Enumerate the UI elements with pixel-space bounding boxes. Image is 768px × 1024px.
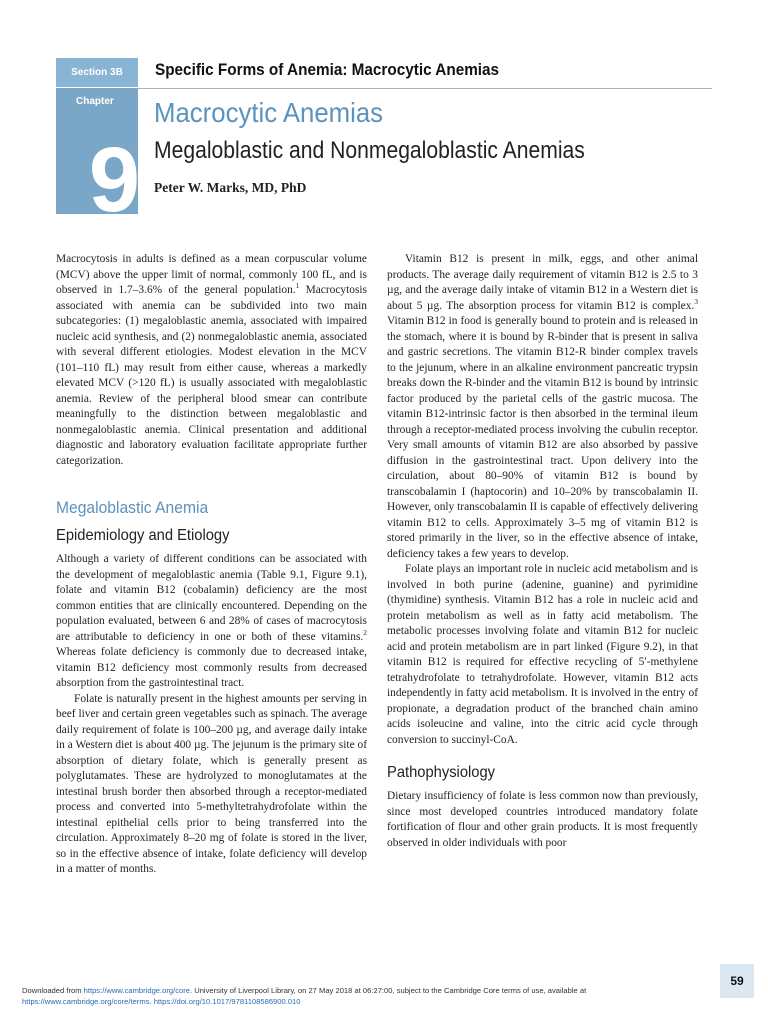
epidemiology-paragraph: Although a variety of different conditions can be associated with the development of megaloblastic anemia (Table 9.1, Figure 9.1), folate and vitamin B12 (cobalamin) deficiency are the most common entities that are clinically encountered. Depending on the population evaluated, between 6 and 28% of cases of macrocytosis are attributable to deficiency in one or both of these vitamins.$^2$ Whereas folate deficiency is commonly due to decreased intake, vitamin B12 deficiency most commonly results from decreased absorption from the gastrointestinal tract. xyxy=(56,553,367,689)
left-column xyxy=(56,252,367,878)
citation[interactable]: 2 xyxy=(363,627,367,637)
download-notice: Downloaded from https://www.cambridge.org/core. University of Liverpool Library, on 27 May 2018 at 06:27:00, subject to the Cambridge Core terms of use, available at https://www.cambridge.org/core/terms. https://doi.org/10.1017/9781108586900.010 xyxy=(22,986,587,1006)
section-divider xyxy=(56,88,712,89)
citation[interactable]: 3 xyxy=(694,296,698,306)
section-title: Specific Forms of Anemia: Macrocytic Anemias xyxy=(155,60,500,79)
right-column xyxy=(387,252,698,851)
chapter-title: Macrocytic Anemias xyxy=(154,97,384,128)
chapter-subtitle: Megaloblastic and Nonmegaloblastic Anemias xyxy=(154,137,585,164)
chapter-badge xyxy=(56,88,140,231)
chapter-number: 9 xyxy=(88,129,140,231)
heading-megaloblastic-anemia: Megaloblastic Anemia xyxy=(56,498,209,517)
cambridge-core-link[interactable]: https://www.cambridge.org/core xyxy=(83,986,190,995)
folate-paragraph: Folate is naturally present in the highest amounts per serving in beef liver and certain green vegetables such as spinach. The average daily requirement of folate is 100–200 µg, and average daily intake in a Western diet is about 400 µg. The jejunum is the primary site of absorption of dietary folate, which is generally present as polyglutamates. These are hydrolyzed to monoglutamates at the intestinal brush border then absorbed through a receptor-mediated process and converted into 5-methyltetrahydrofolate within the intestinal epithelial cells prior to being transferred into the circulation. Approximately 8–20 mg of folate is stored in the liver, so in the effective absence of intake, folate deficiency will develop in a matter of months. xyxy=(56,692,367,875)
heading-pathophysiology: Pathophysiology xyxy=(387,764,496,781)
author: Peter W. Marks, MD, PhD xyxy=(154,180,307,195)
citation[interactable]: 1 xyxy=(295,281,300,291)
page-number: 59 xyxy=(720,964,754,998)
pathophysiology-paragraph: Dietary insufficiency of folate is less common now than previously, since most developed countries introduced mandatory folate fortification of flour and other grain products. It is most frequently observed in older individuals with poor xyxy=(387,790,698,849)
heading-epidemiology: Epidemiology and Etiology xyxy=(56,527,230,544)
chapter-label: Chapter xyxy=(76,96,114,107)
section-label: Section 3B xyxy=(56,58,138,87)
vitamin-b12-paragraph: Vitamin B12 is present in milk, eggs, and other animal products. The average daily requirement of vitamin B12 is 2.5 to 3 µg, and the average daily intake of vitamin B12 in a Western diet is about 5 µg. The absorption process for vitamin B12 is complex.$^3$ Vitamin B12 in food is generally bound to protein and is released in the stomach, where it is bound by R-binder that is present in saliva and gastric secretions. The vitamin B12-R binder complex travels to the jejunum, where in an alkaline environment pancreatic trypsin breaks down the R-binder and the vitamin B12 is bound by intrinsic factor produced by the parietal cells of the gastric mucosa. The vitamin B12-intrinsic factor is then absorbed in the terminal ileum through a receptor-mediated process involving the cubulin receptor. Very small amounts of vitamin B12 are also absorbed by passive diffusion in the gastrointestinal tract. Upon delivery into the circulation, about 80–90% of vitamin B12 is bound by transcobalamin I (haptocorin) and 10–20% by transcobalamin II. However, only transcobalamin II is capable of effectively delivering vitamin B12 to cells. Approximately 3–5 mg of vitamin B12 is stored primarily in the liver, so in the effective absence of intake, deficiency takes a few years to develop. xyxy=(387,253,698,560)
intro-paragraph: Macrocytosis in adults is defined as a mean corpuscular volume (MCV) above the upper limit of normal, commonly 100 fL, and is observed in 1.7–3.6% of the general population.$^1$ Macrocytosis associated with anemia can be subdivided into two main subcategories: (1) megaloblastic anemia, associated with impaired nucleic acid synthesis, and (2) nonmegaloblastic anemia, associated with several different etiologies. Modest elevation in the MCV (101–110 fL) may result from either cause, whereas a markedly elevated MCV (>120 fL) is usually associated with megaloblastic anemia. Review of the peripheral blood smear can contribute meaningfully to the distinction between megaloblastic and nonmegaloblastic anemia. Clinical presentation and additional diagnostic and laboratory evaluation facilitate appropriate further categorization. xyxy=(56,253,367,467)
metabolism-paragraph: Folate plays an important role in nucleic acid metabolism and is involved in both purine (adenine, guanine) and pyrimidine (thymidine) synthesis. Vitamin B12 has a role in nucleic acid and protein metabolism as well as in fatty acid metabolism. The metabolic processes involving folate and vitamin B12 for nucleic acid and protein metabolism are in part linked (Figure 9.2), in that vitamin B12 is required for effective recycling of 5′-methylene tetrahydrofolate to tetrahydrofolate. However, vitamin B12 acts independently in fatty acid metabolism. It is involved in the entry of propionate, a degradation product of the branched chain amino acids isoleucine and valine, into the citric acid cycle through conversion to succinyl-CoA. xyxy=(387,563,698,746)
doi-link[interactable]: https://doi.org/10.1017/9781108586900.010 xyxy=(153,997,301,1006)
terms-link[interactable]: https://www.cambridge.org/core/terms xyxy=(22,997,150,1006)
